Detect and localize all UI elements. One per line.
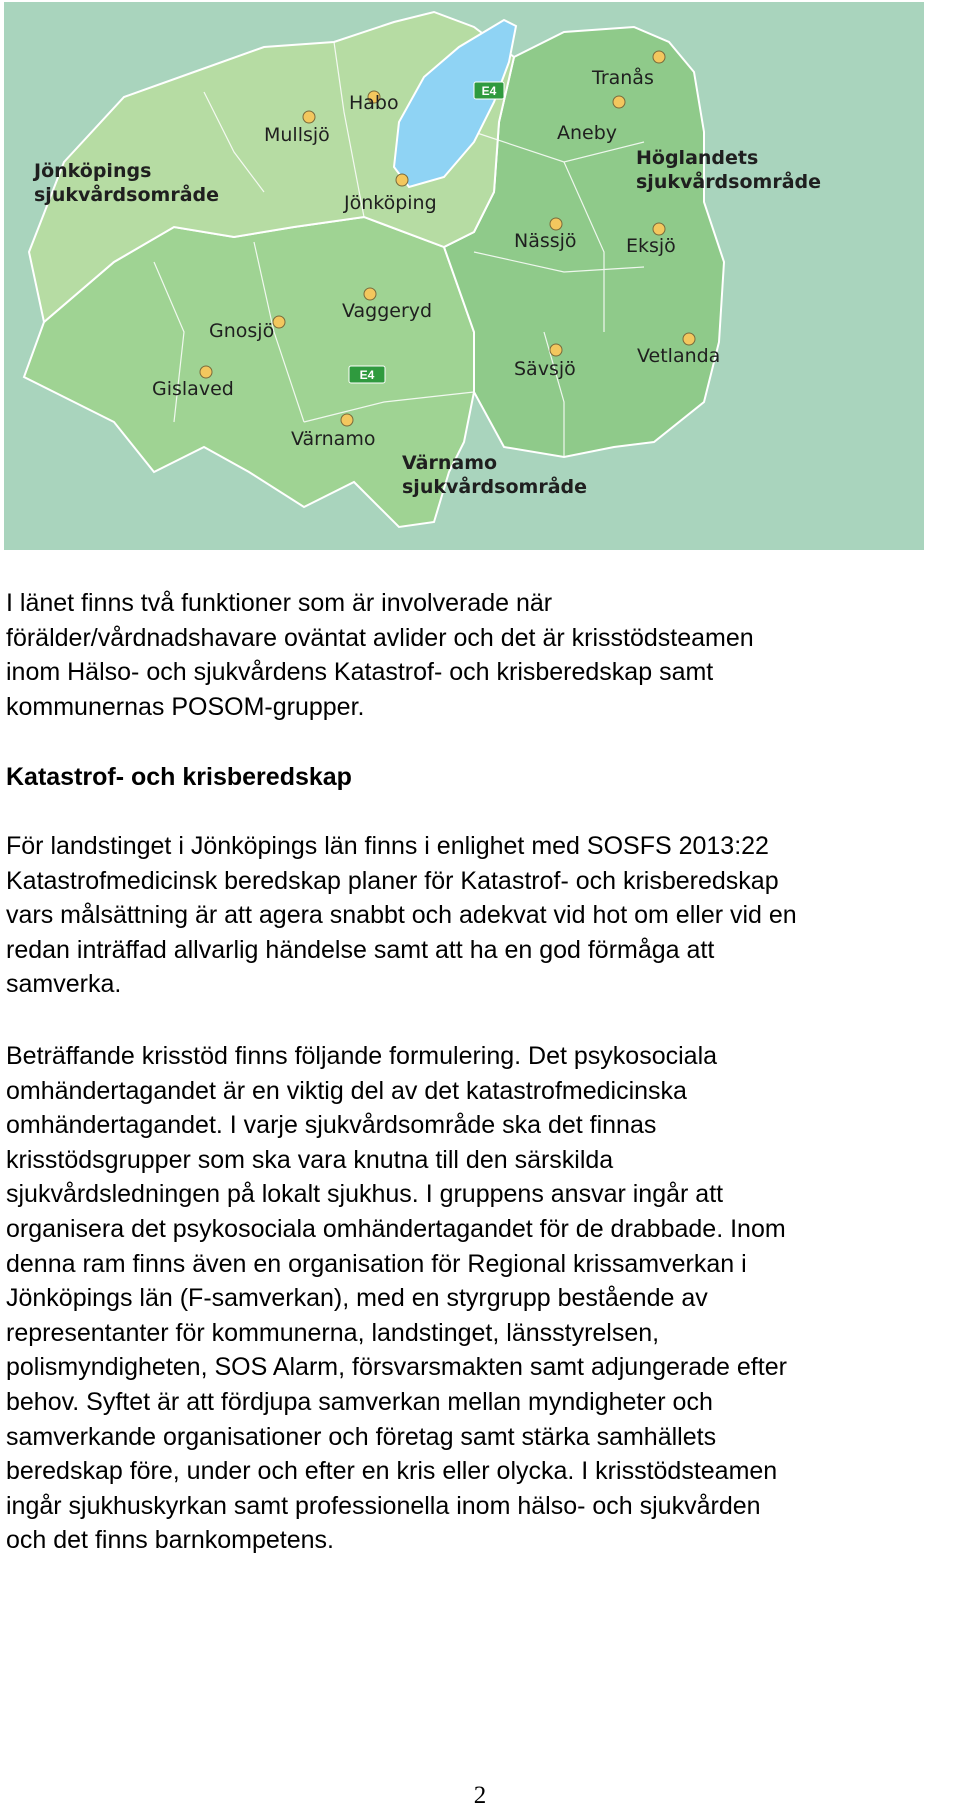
text-line: Beträffande krisstöd finns följande formulering. Det psykosociala — [6, 1042, 718, 1070]
place-label-jonkoping: Jönköping — [344, 192, 437, 214]
place-label-nassjo: Nässjö — [514, 230, 577, 252]
town-dot-savsjo — [550, 344, 562, 356]
town-dot-jonkoping — [396, 174, 408, 186]
place-label-savsjo: Sävsjö — [514, 358, 576, 380]
text-line: denna ram finns även en organisation för Regional krissamverkan i — [6, 1249, 747, 1278]
town-dot-varnamo — [341, 414, 353, 426]
region-label-jonkoping-1: Jönköpings — [34, 160, 152, 182]
place-label-gnosjo: Gnosjö — [209, 320, 275, 342]
place-label-mullsjo: Mullsjö — [264, 124, 330, 146]
region-label-hoglandet-1: Höglandets — [636, 147, 759, 169]
place-label-habo: Habo — [349, 92, 399, 114]
text-line: behov. Syftet är att fördjupa samverkan mellan myndigheter och — [6, 1387, 713, 1416]
paragraph-crisis-support — [6, 1039, 946, 1558]
town-dot-vetlanda — [683, 333, 695, 345]
town-dot-aneby — [613, 96, 625, 108]
place-label-vetlanda: Vetlanda — [637, 345, 721, 367]
region-label-jonkoping-2: sjukvårdsområde — [34, 184, 219, 206]
intro-paragraph — [6, 586, 946, 724]
text-line: polismyndigheten, SOS Alarm, försvarsmakten samt adjungerade efter — [6, 1353, 787, 1382]
text-line: omhändertagandet är en viktig del av det katastrofmedicinska — [6, 1076, 687, 1105]
place-label-aneby: Aneby — [557, 122, 618, 144]
road-sign-e4-north-label: E4 — [481, 84, 497, 98]
road-sign-e4-south-label: E4 — [359, 368, 375, 382]
town-dot-gislaved — [200, 366, 212, 378]
town-dot-nassjo — [550, 218, 562, 230]
place-label-eksjo: Eksjö — [626, 235, 676, 257]
text-line: förälder/vårdnadshavare oväntat avlider och det är krisstödsteamen — [6, 623, 754, 652]
place-label-varnamo: Värnamo — [291, 428, 376, 450]
text-line: redan inträffad allvarlig händelse samt att ha en god förmåga att — [6, 935, 715, 964]
region-label-varnamo-2: sjukvårdsområde — [402, 476, 587, 498]
text-line: omhändertagandet. I varje sjukvårdsområde ska det finnas — [6, 1111, 657, 1140]
text-line: och det finns barnkompetens. — [6, 1526, 334, 1555]
town-dot-mullsjo — [303, 111, 315, 123]
text-line: krisstödsgrupper som ska vara knutna till den särskilda — [6, 1145, 614, 1174]
text-line: samverka. — [6, 970, 122, 999]
text-line: ingår sjukhuskyrkan samt professionella inom hälso- och sjukvården — [6, 1491, 761, 1520]
town-dot-gnosjo — [273, 316, 285, 328]
road-sign-e4-north — [474, 82, 504, 99]
text-line: representanter för kommunerna, landstinget, länsstyrelsen, — [6, 1318, 660, 1347]
text-line: organisera det psykosociala omhändertagandet för de drabbade. Inom — [6, 1214, 786, 1243]
map-svg — [4, 2, 924, 550]
paragraph-preparedness — [6, 829, 946, 1002]
text-line: Katastrofmedicinsk beredskap planer för Katastrof- och krisberedskap — [6, 866, 779, 895]
town-dot-tranas — [653, 51, 665, 63]
text-line: kommunernas POSOM-grupper. — [6, 692, 365, 721]
text-line: samverkande organisationer och företag samt stärka samhällets — [6, 1422, 717, 1451]
section-heading: Katastrof- och krisberedskap — [6, 763, 352, 791]
text-line: För landstinget i Jönköpings län finns i enlighet med SOSFS 2013:22 — [6, 832, 769, 860]
text-line: vars målsättning är att agera snabbt och adekvat vid hot om eller vid en — [6, 901, 797, 930]
place-label-vaggeryd: Vaggeryd — [342, 300, 433, 322]
text-line: sjukvårdsledningen på lokalt sjukhus. I gruppens ansvar ingår att — [6, 1180, 724, 1209]
text-line: inom Hälso- och sjukvårdens Katastrof- och krisberedskap samt — [6, 658, 714, 687]
place-label-gislaved: Gislaved — [152, 378, 234, 400]
text-line: Jönköpings län (F-samverkan), med en styrgrupp bestående av — [6, 1284, 708, 1313]
region-label-varnamo-1: Värnamo — [402, 452, 498, 474]
place-label-tranas: Tranås — [592, 67, 654, 89]
road-sign-e4-south — [349, 366, 385, 383]
region-map — [4, 2, 924, 550]
text-line: I länet finns två funktioner som är involverade när — [6, 589, 553, 617]
region-label-hoglandet-2: sjukvårdsområde — [636, 171, 821, 193]
page-number: 2 — [473, 1782, 487, 1809]
text-line: beredskap före, under och efter en kris eller olycka. I krisstödsteamen — [6, 1457, 778, 1486]
town-dot-vaggeryd — [364, 288, 376, 300]
town-dot-eksjo — [653, 223, 665, 235]
